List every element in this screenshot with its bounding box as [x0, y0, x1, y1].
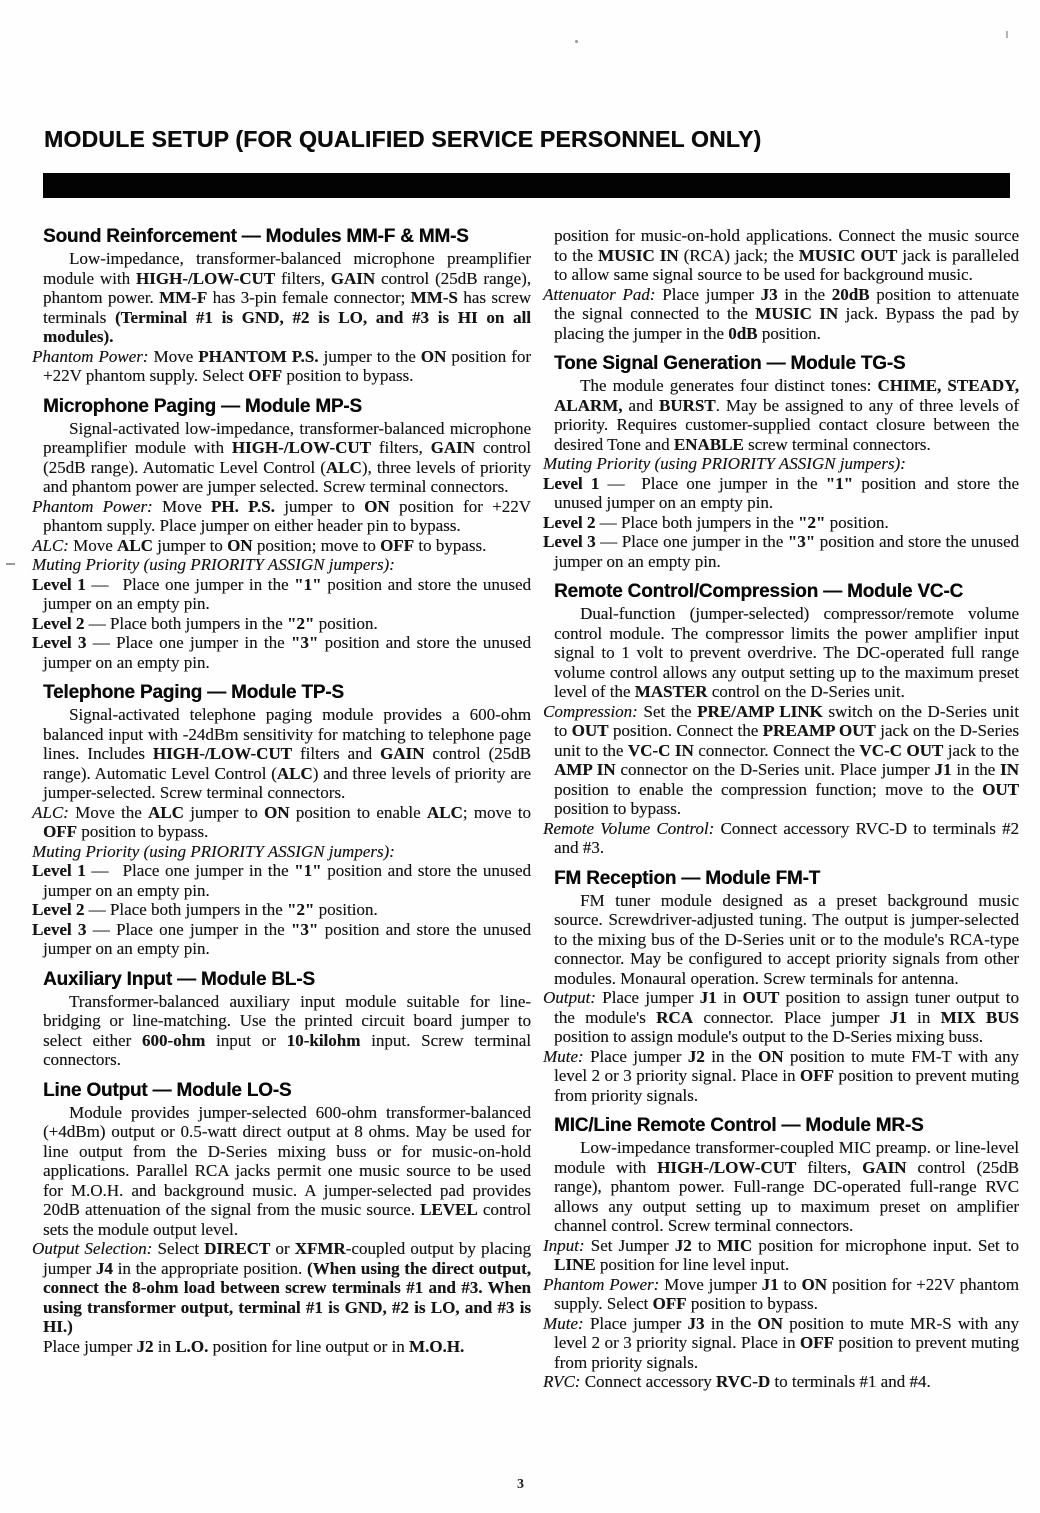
module-section — [43, 969, 531, 1070]
text-run: position to bypass. — [282, 366, 414, 385]
bold-text-run: ENABLE — [673, 434, 744, 454]
text-run: jumper to — [183, 802, 265, 822]
text-run: — Place both jumpers in the — [595, 512, 798, 532]
bold-text-run: ALC — [325, 457, 362, 477]
bold-text-run: "1" — [825, 473, 854, 493]
section-heading: FM Reception — Module FM-T — [554, 867, 821, 889]
bold-text-run: VC-C OUT — [859, 740, 944, 760]
text-run: position to attenuate the signal connected to the — [554, 284, 1020, 323]
bold-text-run: OFF — [652, 1294, 687, 1313]
text-run: ), three levels of priority and phantom power are jumper selected. Screw terminal connectors. — [43, 457, 531, 496]
italic-text-run: Phantom Power: — [543, 1274, 660, 1294]
bold-text-run: 20dB — [831, 284, 870, 304]
bold-text-run: ALC — [276, 763, 313, 783]
text-run: FM tuner module designed as a preset background music source. Screwdriver-adjusted tuning. The output is jumper-selected to the mixing bus of the D-Series unit or to the module's RCA-type connector. May be configured to accept priority signals from other modules. Monaural operation. Screw terminals for antenna. — [554, 890, 1019, 988]
module-section — [543, 353, 1019, 571]
bold-text-run: J2 — [674, 1235, 692, 1255]
bold-text-run: OFF — [380, 535, 415, 555]
text-run: input or — [205, 1030, 287, 1050]
italic-text-run: Input: — [543, 1235, 585, 1255]
bold-text-run: Level 1 — [543, 473, 600, 493]
text-run: Place jumper — [595, 988, 700, 1007]
paragraph — [43, 419, 531, 497]
module-section — [32, 682, 531, 959]
bold-text-run: M.O.H. — [408, 1336, 465, 1356]
page-title: MODULE SETUP (FOR QUALIFIED SERVICE PERSONNEL ONLY) — [44, 126, 762, 152]
paragraph — [32, 535, 531, 556]
paragraph — [32, 1239, 532, 1337]
text-run: filters, — [796, 1157, 863, 1177]
bold-text-run: "1" — [294, 574, 322, 594]
bold-text-run: Level 2 — [543, 512, 596, 532]
text-run: to terminals #1 and #4. — [770, 1372, 931, 1391]
bold-text-run: MM-F — [159, 288, 208, 307]
text-run: jack on the D-Series unit to the — [554, 721, 1019, 760]
bold-text-run: VC-C IN — [627, 740, 694, 760]
text-run: Connect accessory — [580, 1372, 716, 1391]
italic-text-run: RVC: — [543, 1372, 581, 1391]
bold-text-run: J2 — [136, 1336, 154, 1356]
text-run: has 3-pin female connector; — [207, 288, 411, 307]
bold-text-run: GAIN — [862, 1157, 907, 1177]
paragraph — [543, 1372, 1019, 1392]
text-run: Signal-activated low-impedance, transformer-balanced microphone preamplifier module with — [43, 418, 531, 457]
bold-text-run: MASTER — [634, 682, 708, 701]
italic-text-run: Mute: — [543, 1046, 584, 1066]
text-run: ) and three levels of priority are jumper-selected. Screw terminal connectors. — [43, 763, 531, 802]
italic-text-run: Muting Priority (using PRIORITY ASSIGN jumpers): — [543, 454, 906, 473]
section-heading: Auxiliary Input — Module BL-S — [43, 968, 315, 990]
bold-text-run: OFF — [248, 366, 283, 385]
bold-text-run: ALC — [117, 535, 153, 555]
text-run: position and store the unused jumper on an empty pin. — [43, 633, 531, 672]
bold-text-run: OFF — [43, 822, 77, 841]
bold-text-run: LINE — [554, 1255, 596, 1274]
text-run: -coupled output by placing jumper — [43, 1239, 531, 1278]
text-run: position and store the unused jumper on an empty pin. — [43, 861, 531, 900]
bold-text-run: CHIME, STEADY, ALARM, — [554, 376, 1019, 415]
text-run: in — [716, 988, 743, 1007]
text-run: switch on the D-Series unit to — [554, 701, 1019, 740]
section-heading: MIC/Line Remote Control — Module MR-S — [554, 1115, 924, 1136]
bold-text-run: LEVEL — [420, 1200, 478, 1219]
paragraph — [543, 988, 1019, 1047]
text-run: has screw terminals — [43, 288, 531, 327]
module-section — [32, 395, 532, 673]
bold-text-run: J1 — [889, 1007, 907, 1027]
text-run: jack. Bypass the pad by placing the jumper in the — [554, 304, 1020, 343]
text-run: control (25dB range), phantom power. Full-range DC-operated full-range RVC allows any output setting up to maximum preset on amplifier channel control. Screw terminal connectors. — [554, 1157, 1020, 1235]
paragraph — [43, 1337, 531, 1357]
text-run: position. — [757, 323, 821, 343]
bold-text-run: "2" — [286, 613, 315, 633]
paragraph — [32, 496, 531, 536]
bold-text-run: MUSIC IN — [755, 304, 839, 323]
bold-text-run: Level 3 — [543, 532, 596, 551]
text-run: — Place one jumper in the — [595, 532, 788, 551]
text-run: Set Jumper — [584, 1235, 675, 1255]
bold-text-run: "3" — [290, 919, 319, 939]
bold-text-run: J1 — [934, 760, 952, 779]
right-column — [543, 226, 1020, 1402]
text-run: position for line level input. — [595, 1255, 790, 1274]
bold-text-run: MIC — [717, 1235, 753, 1255]
text-run: connector. Place jumper — [692, 1007, 890, 1027]
italic-text-run: Muting Priority (using PRIORITY ASSIGN jumpers): — [32, 555, 395, 574]
text-run: ; move to — [462, 802, 531, 822]
text-run: position. — [314, 900, 378, 919]
paragraph — [43, 705, 531, 803]
italic-text-run: Output: — [543, 988, 596, 1007]
paragraph — [554, 604, 1019, 702]
paragraph — [543, 818, 1019, 858]
text-run: to — [778, 1274, 802, 1294]
paragraph — [543, 1313, 1019, 1373]
text-run: Place jumper — [43, 1336, 137, 1356]
text-run: in the — [951, 760, 1001, 779]
section-heading: Sound Reinforcement — Modules MM-F & MM-S — [43, 226, 469, 247]
bold-text-run: ON — [227, 535, 253, 555]
text-run: position to assign module's output to the D-Series mixing buss. — [554, 1027, 984, 1046]
text-run: — Place one jumper in the — [86, 633, 291, 652]
italic-text-run: ALC: — [32, 535, 69, 555]
italic-text-run: Output Selection: — [32, 1239, 153, 1258]
bold-text-run: ALC — [426, 802, 463, 822]
bold-text-run: (Terminal #1 is GND, #2 is LO, and #3 is HI on all modules). — [43, 307, 531, 346]
bold-text-run: XFMR — [294, 1239, 346, 1258]
paragraph — [554, 226, 1019, 285]
text-run: — Place both jumpers in the — [84, 613, 287, 633]
module-section — [543, 867, 1020, 1106]
italic-text-run: Phantom Power: — [32, 346, 149, 366]
text-run: position for microphone input. Set to — [752, 1235, 1019, 1255]
italic-text-run: Mute: — [543, 1313, 584, 1333]
bold-text-run: RCA — [656, 1007, 693, 1027]
section-heading: Line Output — Module LO-S — [43, 1079, 292, 1101]
text-run: position to bypass. — [77, 822, 209, 841]
paragraph — [32, 633, 531, 672]
paragraph — [32, 574, 531, 614]
text-run: position to mute MR-S with any level 2 or 3 priority signal. Place in — [554, 1313, 1019, 1352]
text-run: position to assign tuner output to the module's — [554, 988, 1019, 1027]
paragraph — [543, 284, 1020, 344]
text-run: Low-impedance, transformer-balanced microphone preamplifier module with — [43, 249, 531, 288]
text-run: Move jumper — [659, 1274, 762, 1294]
bold-text-run: Level 3 — [32, 919, 87, 939]
module-section — [543, 1115, 1020, 1392]
paragraph — [32, 802, 531, 842]
paragraph — [32, 613, 531, 634]
section-heading: Tone Signal Generation — Module TG-S — [554, 353, 906, 374]
paragraph — [32, 555, 531, 575]
module-section — [32, 1079, 532, 1357]
text-run: — Place one jumper in the — [85, 574, 295, 594]
text-run: Dual-function (jumper-selected) compressor/remote volume control module. The compressor limits the power amplifier input signal to 1 volt to prevent overdrive. The DC-operated full range volume control allows any output setting up to the maximum preset level of the — [554, 604, 1019, 701]
text-run: in the — [777, 284, 832, 304]
bold-text-run: Level 2 — [32, 613, 85, 633]
paragraph — [543, 1235, 1019, 1275]
bold-text-run: J3 — [760, 284, 778, 304]
bold-text-run: HIGH-/LOW-CUT — [231, 438, 371, 457]
bold-text-run: 10-kilohm — [286, 1030, 361, 1050]
italic-text-run: Muting Priority (using PRIORITY ASSIGN jumpers): — [32, 841, 395, 861]
bold-text-run: "3" — [290, 633, 319, 652]
paragraph — [32, 841, 531, 862]
text-run: — Place one jumper in the — [85, 861, 295, 880]
text-run: jumper to the — [318, 346, 421, 366]
paragraph — [32, 919, 531, 959]
text-run: position to mute FM-T with any level 2 or 3 priority signal. Place in — [554, 1046, 1020, 1085]
bold-text-run: OFF — [799, 1066, 834, 1085]
bold-text-run: MUSIC IN — [598, 245, 679, 265]
left-column — [32, 226, 532, 1402]
bold-text-run: PRE/AMP LINK — [697, 701, 823, 721]
bold-text-run: (When using the direct output, connect the 8-ohm load between screw terminals #1 and #3. When using transformer output, terminal #1 is GND, #2 is LO, and #3 is HI.) — [43, 1258, 532, 1336]
text-run: position for +22V phantom supply. Select — [554, 1274, 1019, 1313]
bold-text-run: OUT — [982, 779, 1019, 799]
bold-text-run: ON — [801, 1274, 827, 1294]
bold-text-run: IN — [1000, 760, 1020, 779]
bold-text-run: HIGH-/LOW-CUT — [152, 744, 292, 763]
text-run: Low-impedance transformer-coupled MIC preamp. or line-level module with — [554, 1138, 1019, 1177]
module-section — [543, 226, 1020, 343]
bold-text-run: PH. P.S. — [210, 496, 275, 516]
text-run: input. Screw terminal connectors. — [43, 1030, 532, 1069]
text-run: position for music-on-hold applications. Connect the music source to the — [554, 226, 1019, 265]
bold-text-run: ALC — [148, 802, 184, 822]
text-run: position to enable — [289, 802, 427, 822]
text-run: in the — [704, 1313, 758, 1333]
bold-text-run: J4 — [95, 1258, 113, 1278]
module-section — [543, 581, 1020, 858]
bold-text-run: MIX BUS — [940, 1007, 1019, 1027]
paragraph — [543, 532, 1019, 571]
text-run: position and store the unused jumper on an empty pin. — [554, 473, 1019, 512]
bold-text-run: BURST — [658, 395, 716, 415]
bold-text-run: HIGH-/LOW-CUT — [135, 268, 276, 288]
text-run: Move — [148, 346, 199, 366]
text-run: — Place both jumpers in the — [84, 900, 287, 919]
paragraph — [43, 1103, 531, 1240]
text-run: jack is paralleled to allow same signal source to be used for background music. — [554, 245, 1019, 284]
text-run: or — [270, 1239, 295, 1258]
text-run: filters, — [370, 438, 431, 457]
text-run: connector. Connect the — [693, 740, 860, 760]
bold-text-run: DIRECT — [204, 1239, 271, 1258]
text-run: Place jumper — [583, 1046, 688, 1066]
bold-text-run: 600-ohm — [141, 1030, 206, 1050]
text-run: and — [622, 395, 659, 415]
bold-text-run: GAIN — [430, 438, 475, 457]
text-run: jumper to — [152, 535, 228, 555]
text-run: Connect accessory RVC-D to terminals #2 and #3. — [554, 818, 1019, 857]
paragraph — [43, 249, 531, 347]
paragraph — [543, 701, 1020, 819]
bold-text-run: "2" — [286, 900, 315, 919]
text-run: — Place one jumper in the — [86, 919, 291, 939]
text-run: The module generates four distinct tones: — [580, 376, 878, 395]
text-run: position. Connect the — [608, 721, 763, 740]
text-run: control (25dB range). Automatic Level Control ( — [43, 438, 532, 477]
bold-text-run: J2 — [687, 1046, 705, 1066]
bold-text-run: AMP IN — [554, 760, 616, 779]
italic-text-run: ALC: — [32, 802, 69, 822]
paragraph — [32, 900, 531, 920]
section-heading: Microphone Paging — Module MP-S — [43, 395, 362, 417]
paragraph — [543, 473, 1019, 513]
text-run: (RCA) jack; the — [678, 245, 799, 265]
bold-text-run: ON — [420, 346, 447, 366]
bold-text-run: OUT — [742, 988, 780, 1007]
text-run: jack to the — [943, 740, 1019, 760]
section-heading: Remote Control/Compression — Module VC-C — [554, 581, 963, 602]
text-run: to bypass. — [414, 535, 487, 555]
bold-text-run: J3 — [687, 1313, 705, 1333]
bold-text-run: PREAMP OUT — [762, 721, 876, 740]
paragraph — [543, 1046, 1020, 1106]
paragraph — [32, 346, 531, 386]
text-run: Set the — [637, 701, 698, 721]
bold-text-run: "1" — [294, 861, 322, 880]
title-rule-bar — [43, 173, 1010, 198]
bold-text-run: "2" — [797, 512, 826, 532]
text-run: in — [906, 1007, 941, 1027]
text-run: to — [691, 1235, 718, 1255]
two-column-layout — [32, 226, 1020, 1402]
text-run: filters, — [275, 268, 331, 288]
text-run: Place jumper — [583, 1313, 688, 1333]
text-run: position; move to — [252, 535, 381, 555]
text-run: position. — [314, 613, 378, 633]
text-run: jumper to — [274, 496, 365, 516]
text-run: position. — [825, 512, 889, 532]
bold-text-run: MM-S — [410, 288, 458, 307]
scan-noise-speck — [1006, 31, 1008, 38]
paragraph — [543, 512, 1019, 533]
italic-text-run: Compression: — [543, 701, 638, 721]
text-run: — Place one jumper in the — [599, 473, 826, 493]
text-run: in the — [704, 1046, 758, 1066]
italic-text-run: Phantom Power: — [32, 496, 153, 516]
paragraph — [43, 992, 531, 1070]
text-run: position and store the unused jumper on an empty pin. — [554, 532, 1019, 571]
italic-text-run: Attenuator Pad: — [543, 284, 656, 304]
bold-text-run: Level 1 — [32, 861, 86, 880]
text-run: position to bypass. — [686, 1294, 818, 1313]
text-run: position to enable the compression function; move to the — [554, 779, 983, 799]
bold-text-run: J1 — [699, 988, 717, 1007]
bold-text-run: HIGH-/LOW-CUT — [657, 1157, 797, 1177]
scan-noise-speck — [6, 563, 15, 565]
text-run: position and store the unused jumper on an empty pin. — [43, 574, 531, 613]
bold-text-run: Level 1 — [32, 574, 86, 594]
paragraph — [554, 1138, 1019, 1236]
bold-text-run: OUT — [571, 721, 609, 740]
text-run: Signal-activated telephone paging module provides a 600-ohm balanced input with -24dBm sensitivity for matching to telephone page lines. Includes — [43, 705, 531, 763]
text-run: screw terminal connectors. — [743, 434, 931, 454]
bold-text-run: ON — [364, 496, 390, 516]
text-run: position for +22V phantom supply. Place jumper on either header pin to bypass. — [43, 496, 531, 535]
bold-text-run: MUSIC OUT — [798, 245, 898, 265]
bold-text-run: ON — [264, 802, 290, 822]
bold-text-run: OFF — [799, 1333, 834, 1352]
module-section — [32, 226, 532, 386]
bold-text-run: PHANTOM P.S. — [198, 346, 319, 366]
text-run: Move — [152, 496, 211, 516]
bold-text-run: 0dB — [728, 323, 758, 343]
text-run: connector on the D-Series unit. Place jumper — [615, 760, 935, 779]
bold-text-run: RVC-D — [715, 1372, 771, 1391]
text-run: filters and — [292, 744, 381, 763]
italic-text-run: Remote Volume Control: — [543, 818, 715, 838]
paragraph — [32, 861, 531, 900]
text-run: control (25dB range). Automatic Level Control ( — [43, 744, 531, 783]
text-run: . May be assigned to any of three levels of priority. Requires customer-supplied contact closure between the desired Tone and — [554, 395, 1019, 454]
text-run: Move — [68, 535, 118, 555]
text-run: position for +22V phantom supply. Select — [43, 346, 531, 385]
bold-text-run: "3" — [787, 532, 816, 551]
text-run: position for line output or in — [208, 1336, 409, 1356]
text-run: in — [153, 1336, 176, 1356]
text-run: Transformer-balanced auxiliary input module suitable for line-bridging or line-matching. Use the printed circuit board jumper to select either — [43, 991, 531, 1050]
text-run: control (25dB range), phantom power. — [43, 268, 532, 307]
bold-text-run: GAIN — [330, 268, 376, 288]
text-run: position to bypass. — [554, 799, 682, 818]
bold-text-run: GAIN — [380, 744, 425, 763]
page-number: 3 — [517, 1477, 524, 1492]
bold-text-run: ON — [758, 1046, 784, 1066]
paragraph — [554, 376, 1019, 454]
text-run: in the appropriate position. — [112, 1258, 307, 1278]
paragraph — [543, 1274, 1019, 1314]
scan-noise-speck — [575, 40, 578, 43]
text-run: Move the — [68, 802, 149, 822]
section-heading: Telephone Paging — Module TP-S — [43, 682, 344, 703]
text-run: Select — [152, 1239, 205, 1258]
bold-text-run: Level 2 — [32, 900, 85, 919]
paragraph — [543, 454, 1019, 474]
text-run: position to prevent muting from priority signals. — [554, 1066, 1019, 1105]
text-run: control sets the module output level. — [43, 1200, 531, 1239]
text-run: control on the D-Series unit. — [707, 682, 905, 701]
text-run: position and store the unused jumper on an empty pin. — [43, 919, 531, 958]
bold-text-run: J1 — [761, 1274, 779, 1294]
paragraph — [554, 891, 1019, 989]
bold-text-run: L.O. — [175, 1336, 209, 1356]
text-run: position to prevent muting from priority signals. — [554, 1333, 1019, 1372]
bold-text-run: Level 3 — [32, 633, 87, 652]
bold-text-run: ON — [757, 1313, 783, 1333]
text-run: Module provides jumper-selected 600-ohm transformer-balanced (+4dBm) output or 0.5-watt direct output at 8 ohms. May be used for line output from the D-Series mixing buss or for music-on-hold applications. Parallel RCA jacks permit one music source to be used for M.O.H. and background music. A jumper-selected pad provides 20dB attenuation of the signal from the music source. — [43, 1102, 531, 1219]
text-run: Place jumper — [655, 284, 761, 304]
